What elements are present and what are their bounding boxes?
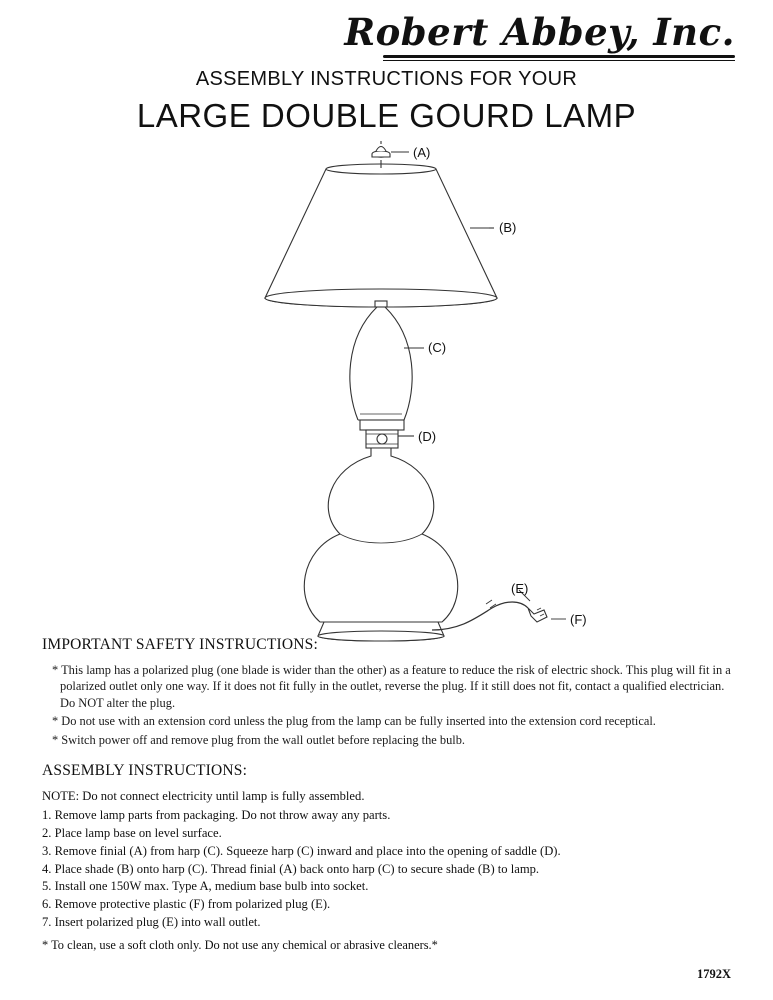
polarized-plug-shape [528, 608, 547, 622]
title-line-2: LARGE DOUBLE GOURD LAMP [136, 97, 637, 134]
lamp-body-shape [304, 448, 457, 641]
assembly-heading: ASSEMBLY INSTRUCTIONS: [42, 762, 248, 779]
safety-item-text: * Do not use with an extension cord unless the plug from the lamp can be fully inserted into the extension cord receptical. [52, 714, 656, 729]
page-title [0, 68, 773, 135]
cleaning-footnote: * To clean, use a soft cloth only. Do not use any chemical or abrasive cleaners.* [42, 938, 438, 952]
assembly-step: 4. Place shade (B) onto harp (C). Thread finial (A) back onto harp (C) to secure shade (B) to lamp. [42, 861, 540, 876]
safety-item [42, 662, 732, 711]
brand-rule-thick [383, 55, 735, 58]
callout-label-d: (D) [418, 429, 437, 444]
safety-item [42, 732, 732, 748]
callout-label-b: (B) [499, 220, 517, 235]
callout-label-a: (A) [413, 145, 431, 160]
document-code: 1792X [696, 967, 731, 981]
safety-heading: IMPORTANT SAFETY INSTRUCTIONS: [42, 636, 318, 653]
assembly-step: 7. Insert polarized plug (E) into wall outlet. [42, 915, 261, 930]
brand-rule-thin [383, 60, 735, 61]
title-line-1: ASSEMBLY INSTRUCTIONS FOR YOUR [195, 68, 578, 90]
callout-label-f: (F) [570, 612, 587, 627]
safety-item-text: * Switch power off and remove plug from the wall outlet before replacing the bulb. [52, 732, 466, 747]
safety-section [42, 636, 732, 750]
safety-item [42, 713, 732, 729]
assembly-section [42, 762, 732, 932]
assembly-step: 1. Remove lamp parts from packaging. Do not throw away any parts. [42, 807, 391, 822]
callout-label-e: (E) [511, 581, 529, 596]
shade-shape [265, 164, 497, 307]
brand-name: Robert Abbey, Inc. [344, 10, 735, 54]
callout-label-c: (C) [428, 340, 447, 355]
assembly-step: 3. Remove finial (A) from harp (C). Squeeze harp (C) inward and place into the opening of saddle (D). [42, 843, 561, 858]
finial-shape [372, 141, 390, 157]
assembly-step: 5. Install one 150W max. Type A, medium base bulb into socket. [42, 879, 369, 894]
saddle-shape [360, 420, 404, 448]
assembly-note: NOTE: Do not connect electricity until lamp is fully assembled. [42, 789, 365, 803]
lamp-diagram [0, 138, 773, 648]
brand-header [344, 10, 735, 61]
assembly-step: 2. Place lamp base on level surface. [42, 825, 222, 840]
assembly-step: 6. Remove protective plastic (F) from polarized plug (E). [42, 897, 331, 912]
safety-item-text: * This lamp has a polarized plug (one blade is wider than the other) as a feature to reduce the risk of electric shock. This plug will fit in a polarized outlet only one way. If it does not fit fully in the outlet, reverse the plug. If it still does not fit, contact a qualified electrician. Do NOT alter the plug. [52, 663, 731, 710]
